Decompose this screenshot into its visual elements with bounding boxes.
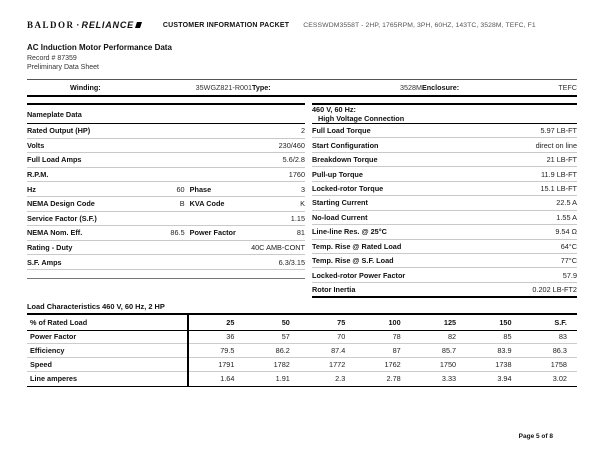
row-label: Start Configuration	[312, 140, 379, 150]
row-value: 81	[296, 228, 305, 238]
row-value: 22.5 A	[556, 198, 577, 208]
row-value: 21 LB-FT	[546, 155, 577, 165]
column-header: 100	[388, 317, 401, 327]
row-label: Starting Current	[312, 198, 368, 208]
row-value: 0.202 LB-FT2	[532, 285, 577, 295]
table-row	[27, 182, 305, 197]
document-header	[27, 20, 580, 30]
row-label: Locked-rotor Torque	[312, 183, 384, 193]
load-cell: 57	[244, 331, 299, 345]
row-value: 57.9	[562, 270, 577, 280]
row-value: 3	[300, 184, 305, 194]
nameplate-empty-row	[27, 270, 305, 279]
enclosure-label: Enclosure:	[422, 83, 460, 92]
row-value: direct on line	[535, 140, 577, 150]
row-label: Line amperes	[30, 374, 78, 384]
row-value: 9.54 Ω	[555, 227, 577, 237]
load-cell: 86.3	[522, 344, 577, 358]
load-cell: 83	[522, 331, 577, 345]
load-cell: 2.3	[335, 374, 346, 384]
winding-value: 35WGZ821-R001	[195, 83, 252, 92]
row-label: Breakdown Torque	[312, 155, 378, 165]
load-table-row	[27, 331, 577, 345]
load-table-row	[27, 372, 577, 386]
row-value: 5.6/2.8	[282, 155, 305, 165]
row-label: Locked-rotor Power Factor	[312, 270, 406, 280]
row-label: Line-line Res. @ 25°C	[312, 227, 387, 237]
load-cell: 82	[411, 331, 466, 345]
row-label-2: Phase	[189, 184, 212, 194]
table-row	[27, 153, 305, 168]
row-label: Service Factor (S.F.)	[27, 213, 97, 223]
row-value: 1.55 A	[556, 212, 577, 222]
row-label-2: Power Factor	[189, 228, 236, 238]
row-value: K	[300, 199, 305, 209]
table-row	[312, 124, 577, 138]
table-row	[312, 196, 577, 210]
column-header: 150	[499, 317, 512, 327]
table-row	[27, 226, 305, 241]
logo-separator-dot: ·	[76, 20, 80, 30]
row-mid-value: B	[179, 199, 185, 209]
column-header: 50	[281, 317, 290, 327]
enclosure-cell	[422, 83, 577, 92]
table-row	[27, 139, 305, 154]
row-value: 1.15	[290, 213, 305, 223]
load-cell: 79.5	[189, 344, 244, 358]
load-cell: 3.33	[441, 374, 457, 384]
load-cell: 1.91	[275, 374, 290, 384]
load-cell: 87	[355, 344, 410, 358]
logo-flag-icon	[135, 22, 142, 28]
load-characteristics-table	[27, 313, 577, 387]
row-label: Rating - Duty	[27, 243, 73, 253]
packet-title: CUSTOMER INFORMATION PACKET	[162, 21, 290, 29]
row-label: Temp. Rise @ Rated Load	[312, 241, 402, 251]
table-row	[312, 167, 577, 181]
table-row	[27, 197, 305, 212]
table-row	[312, 268, 577, 282]
table-row	[312, 240, 577, 254]
table-row	[27, 255, 305, 270]
hv-title-line2: High Voltage Connection	[318, 114, 405, 123]
load-cell: 1762	[355, 358, 410, 372]
row-value: 40C AMB-CONT	[251, 243, 305, 253]
load-cell: 1750	[411, 358, 466, 372]
load-cell: 78	[355, 331, 410, 345]
column-header: S.F.	[554, 317, 567, 327]
load-table-row	[27, 344, 577, 358]
table-row	[27, 124, 305, 139]
row-label: Full Load Amps	[27, 155, 82, 165]
table-row	[27, 241, 305, 256]
hv-header	[312, 105, 577, 124]
enclosure-value: TEFC	[558, 83, 577, 92]
table-row	[312, 211, 577, 225]
load-cell: 2.78	[386, 374, 401, 384]
table-row	[312, 283, 577, 296]
winding-bar	[27, 79, 577, 97]
row-label: Hz	[27, 184, 36, 194]
row-label: Speed	[27, 358, 187, 372]
row-label: NEMA Nom. Eff.	[27, 228, 83, 238]
load-cell: 1782	[244, 358, 299, 372]
row-value: 64°C	[560, 241, 577, 251]
row-label: R.P.M.	[27, 170, 49, 180]
page-title: AC Induction Motor Performance Data	[27, 43, 172, 52]
nameplate-header	[27, 105, 305, 124]
baldor-reliance-logo	[27, 20, 141, 30]
load-cell: 83.9	[466, 344, 521, 358]
row-label: Pull-up Torque	[312, 169, 363, 179]
row-value: 6.3/3.15	[278, 257, 305, 267]
table-row	[312, 225, 577, 239]
winding-cell	[27, 83, 252, 92]
page-number: Page 5 of 8	[518, 433, 553, 440]
nameplate-table	[27, 103, 305, 279]
table-row	[312, 153, 577, 167]
load-cell: 1.64	[220, 374, 235, 384]
row-value: 230/460	[278, 140, 305, 150]
winding-label: Winding:	[70, 83, 101, 92]
preliminary-label: Preliminary Data Sheet	[27, 64, 99, 71]
row-value: 2	[300, 126, 305, 136]
record-number: Record # 87359	[27, 54, 77, 62]
row-label: Rotor Inertia	[312, 285, 356, 295]
row-value: 77°C	[560, 256, 577, 266]
load-cell: 85	[466, 331, 521, 345]
row-value: 5.97 LB-FT	[540, 126, 577, 136]
row-label: Volts	[27, 140, 45, 150]
logo-reliance-text: RELIANCE	[81, 20, 134, 30]
load-cell: 1791	[189, 358, 244, 372]
motor-spec-line: CESSWDM3558T - 2HP, 1765RPM, 3PH, 60HZ, 143TC, 3528M, TEFC, F1	[303, 21, 536, 29]
load-cell: 1738	[466, 358, 521, 372]
row-label: Power Factor	[27, 331, 187, 345]
row-label: Full Load Torque	[312, 126, 371, 136]
type-cell	[252, 83, 422, 92]
column-header: 25	[226, 317, 235, 327]
load-cell: 1772	[300, 358, 355, 372]
nameplate-title: Nameplate Data	[27, 109, 82, 119]
table-row	[27, 168, 305, 183]
row-label: Rated Output (HP)	[27, 126, 91, 136]
load-cell: 86.2	[244, 344, 299, 358]
load-table-header-row	[27, 315, 577, 331]
table-row	[27, 212, 305, 227]
load-table-row	[27, 358, 577, 372]
load-cell: 3.94	[497, 374, 512, 384]
row-value: 15.1 LB-FT	[540, 183, 577, 193]
table-row	[312, 182, 577, 196]
table-row	[312, 254, 577, 268]
row-value: 1760	[288, 170, 305, 180]
load-cell: 85.7	[411, 344, 466, 358]
title-block	[27, 43, 172, 71]
load-cell: 87.4	[300, 344, 355, 358]
load-cell: 3.02	[552, 374, 567, 384]
hv-connection-table	[312, 103, 577, 298]
column-header: 75	[337, 317, 346, 327]
type-value: 3528M	[400, 83, 422, 92]
logo-baldor-text: BALDOR	[27, 20, 75, 30]
row-value: 11.9 LB-FT	[541, 169, 577, 179]
column-header: 125	[443, 317, 457, 327]
row-mid-value: 60	[176, 184, 185, 194]
row-label-2: KVA Code	[189, 199, 225, 209]
row-label: S.F. Amps	[27, 257, 62, 267]
load-cell: 36	[189, 331, 244, 345]
hv-title-line1: 460 V, 60 Hz:	[312, 105, 356, 114]
load-header-label: % of Rated Load	[30, 317, 88, 327]
load-cell: 1758	[522, 358, 577, 372]
load-cell: 70	[300, 331, 355, 345]
load-characteristics-title: Load Characteristics 460 V, 60 Hz, 2 HP	[27, 302, 165, 311]
row-label: Efficiency	[27, 344, 187, 358]
row-label: No-load Current	[312, 212, 368, 222]
row-label: Temp. Rise @ S.F. Load	[312, 256, 394, 266]
type-label: Type:	[252, 83, 271, 92]
row-label: NEMA Design Code	[27, 199, 95, 209]
table-row	[312, 138, 577, 152]
row-mid-value: 86.5	[170, 228, 185, 238]
